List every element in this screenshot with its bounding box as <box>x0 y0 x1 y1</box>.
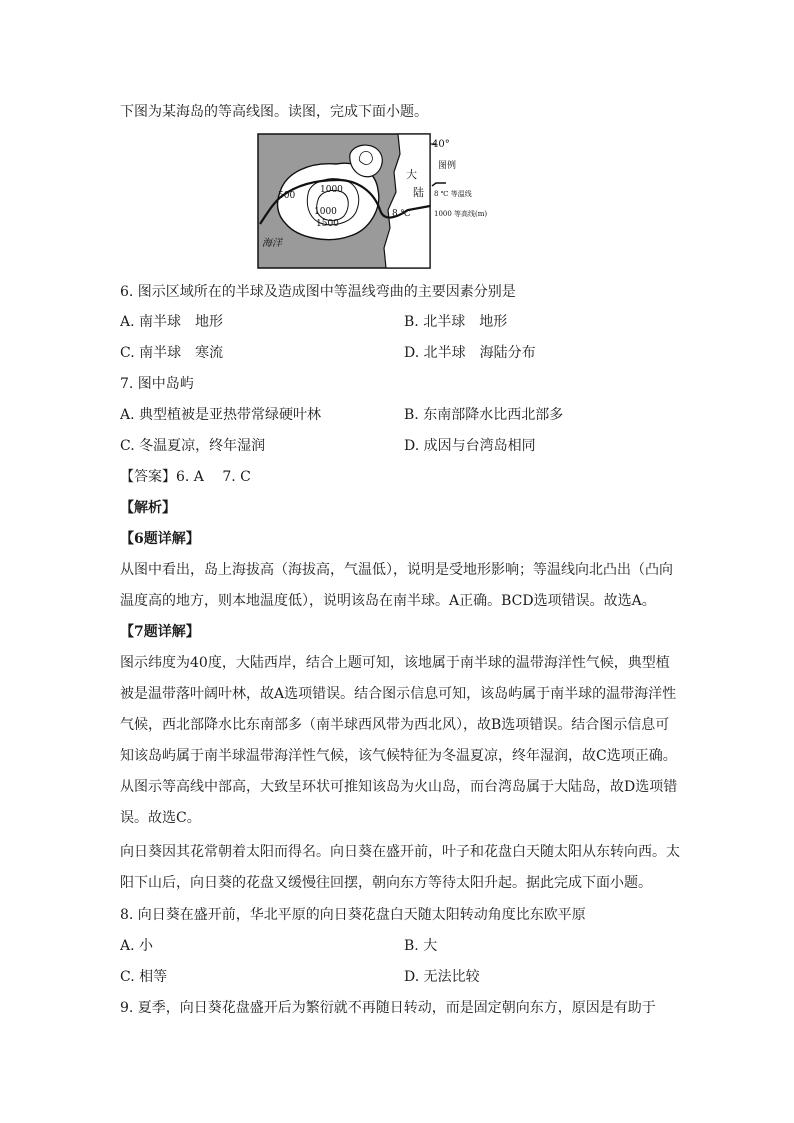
detail-7-line-5: 从图示等高线中部高，大致呈环状可推知该岛为火山岛，而台湾岛属于大陆岛，故D选项错 <box>120 779 678 795</box>
detail-6-line-1: 从图中看出，岛上海拔高（海拔高，气温低），说明是受地形影响；等温线向北凸出（凸向 <box>120 562 673 578</box>
q8-option-b: B. 大 <box>404 938 438 954</box>
ocean-label: 海洋 <box>262 238 282 249</box>
legend-contour: 1000 等高线(m) <box>434 210 488 218</box>
detail-7-line-1: 图示纬度为40度，大陆西岸，结合上题可知，该地属于南半球的温带海洋性气候，典型植 <box>120 655 670 671</box>
q6-option-c: C. 南半球 寒流 <box>120 345 224 361</box>
q6-option-d: D. 北半球 海陆分布 <box>404 345 536 361</box>
contour-map <box>258 132 488 270</box>
legend-isotherm: 8 ℃ 等温线 <box>434 190 472 198</box>
q6-stem: 6. 图示区域所在的半球及造成图中等温线弯曲的主要因素分别是 <box>120 284 516 300</box>
q7-option-b: B. 东南部降水比西北部多 <box>404 407 564 423</box>
passage-line-1: 向日葵因其花常朝着太阳而得名。向日葵在盛开前，叶子和花盘白天随太阳从东转向西。太 <box>120 844 680 860</box>
q7-stem: 7. 图中岛屿 <box>120 376 194 392</box>
q7-option-c: C. 冬温夏凉，终年湿润 <box>120 438 266 454</box>
q8-option-d: D. 无法比较 <box>404 969 480 985</box>
detail-7-line-2: 被是温带落叶阔叶林，故A选项错误。结合图示信息可知，该岛屿属于南半球的温带海洋性 <box>120 686 677 702</box>
detail-6-title: 【6题详解】 <box>120 531 200 547</box>
contour-500-label: 500 <box>278 191 296 201</box>
contour-1000-label-b: 1000 <box>314 207 337 217</box>
answer-line: 【答案】6. A 7. C <box>120 469 251 485</box>
detail-6-line-2: 温度高的地方，则本地温度低），说明该岛在南半球。A正确。BCD选项错误。故选A。 <box>120 593 656 609</box>
q8-option-c: C. 相等 <box>120 969 168 985</box>
latitude-label: 40° <box>432 139 450 150</box>
intro-text: 下图为某海岛的等高线图。读图，完成下面小题。 <box>120 104 428 120</box>
continent-label-1: 大 <box>406 168 417 181</box>
analysis-title: 【解析】 <box>120 500 176 516</box>
q9-stem: 9. 夏季，向日葵花盘盛开后为繁衍就不再随日转动，而是固定朝向东方，原因是有助于 <box>120 1000 656 1016</box>
q7-option-a: A. 典型植被是亚热带常绿硬叶林 <box>120 407 322 423</box>
isotherm-label: 8 ℃ <box>392 209 411 219</box>
legend-isotherm-symbol <box>432 183 446 186</box>
detail-7-line-6: 误。故选C。 <box>120 810 201 826</box>
detail-7-line-3: 气候，西北部降水比东南部多（南半球西风带为西北风），故B选项错误。结合图示信息可 <box>120 717 670 733</box>
contour-map-figure <box>258 132 488 270</box>
detail-7-title: 【7题详解】 <box>120 624 200 640</box>
q8-option-a: A. 小 <box>120 938 154 954</box>
detail-7-line-4: 知该岛屿属于南半球温带海洋性气候，该气候特征为冬温夏凉，终年湿润，故C选项正确。 <box>120 748 677 764</box>
continent-label-2: 陆 <box>413 186 424 199</box>
contour-1000-label-a: 1000 <box>320 185 343 195</box>
q6-option-a: A. 南半球 地形 <box>120 314 224 330</box>
legend-title: 图例 <box>438 161 457 171</box>
contour-1500-label: 1500 <box>316 219 339 229</box>
passage-line-2: 阳下山后，向日葵的花盘又缓慢往回摆，朝向东方等待太阳升起。据此完成下面小题。 <box>120 875 652 891</box>
q8-stem: 8. 向日葵在盛开前，华北平原的向日葵花盘白天随太阳转动角度比东欧平原 <box>120 907 586 923</box>
q7-option-d: D. 成因与台湾岛相同 <box>404 438 536 454</box>
q6-option-b: B. 北半球 地形 <box>404 314 508 330</box>
